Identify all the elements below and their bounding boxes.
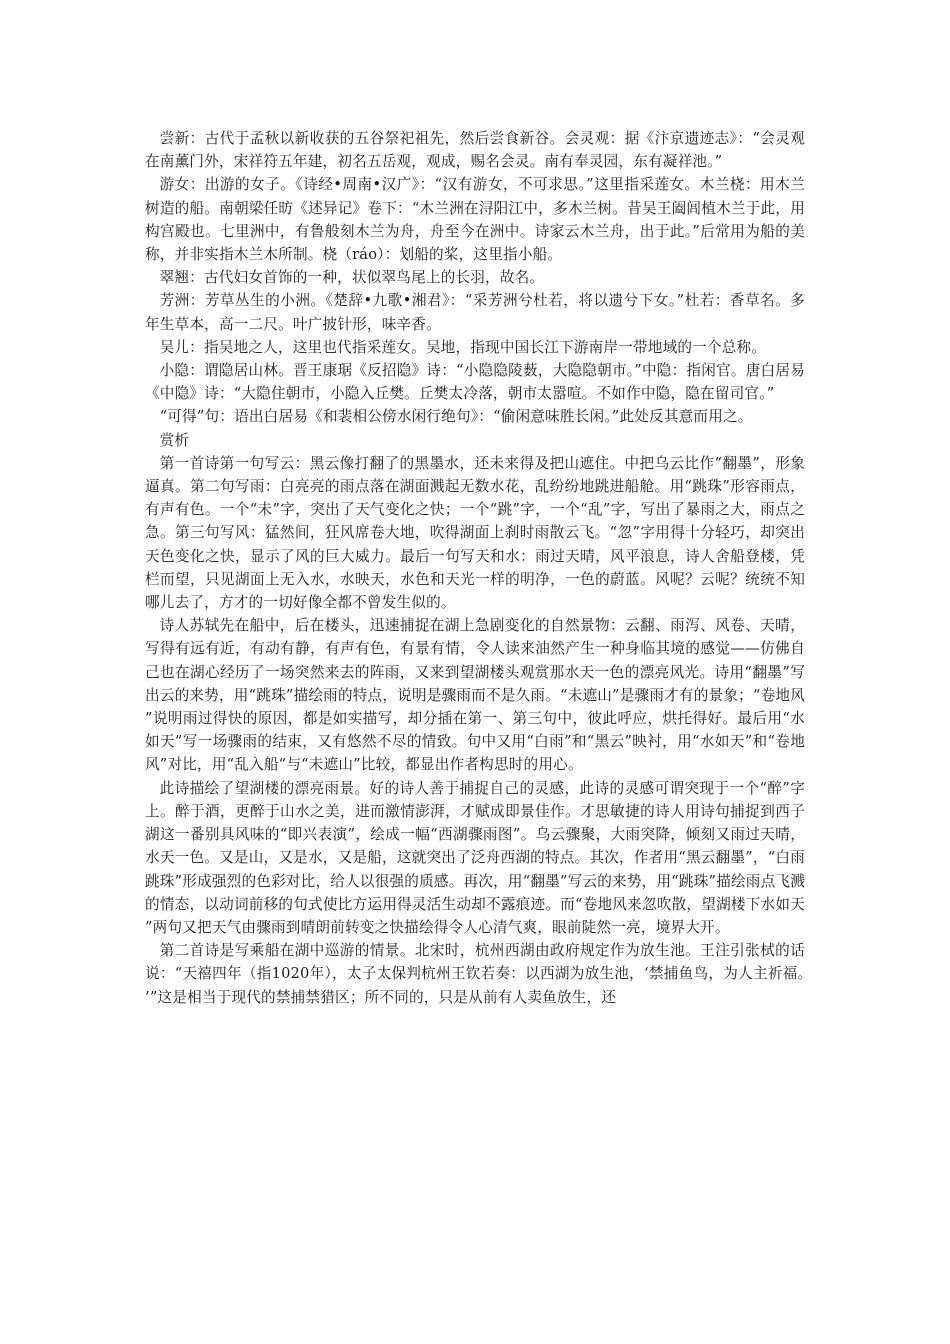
note-cuiqiao: 翠翘：古代妇女首饰的一种，状似翠鸟尾上的长羽，故名。 [159,269,545,287]
appreciation-paragraph-4: 第二首诗是写乘船在湖中巡游的情景。北宋时，杭州西湖由政府规定作为放生池。王注引张栻的话说：“天禧四年（指1020年），太子太保判杭州王钦若奏：以西湖为放生池，‘禁捕鱼鸟，为人主祈福。’”这是相当于现代的禁捕禁猎区；所不同的，只是从前有人卖鱼放生，还 [145,942,805,1006]
document-body [145,127,805,1009]
note-kede: “可得”句：语出白居易《和裴相公傍水闲行绝句》：“偷闲意味胜长闲。”此处反其意而用之。 [159,408,753,426]
appreciation-heading: 赏析 [159,431,190,449]
note-changxin: 尝新：古代于孟秋以新收获的五谷祭祀祖先，然后尝食新谷。会灵观：据《汴京遗迹志》：“会灵观在南薰门外，宋祥符五年建，初名五岳观，观成，赐名会灵。南有奉灵园，东有凝祥池。” [145,130,805,171]
note-younv: 游女：出游的女子。《诗经•周南•汉广》：“汉有游女，不可求思。”这里指采莲女。木兰桡：用木兰树造的船。南朝梁任昉《述异记》卷下：“木兰洲在浔阳江中，多木兰树。昔吴王阖闾植木兰于此，用构宫殿也。七里洲中，有鲁般刻木兰为舟，舟至今在洲中。诗家云木兰舟，出于此。”后常用为船的美称，并非实指木兰木所制。桡（ráo）：划船的桨，这里指小船。 [145,176,805,264]
appreciation-paragraph-3: 此诗描绘了望湖楼的漂亮雨景。好的诗人善于捕捉自己的灵感，此诗的灵感可谓突现于一个“醉”字上。醉于酒，更醉于山水之美，进而激情澎湃，才赋成即景佳作。才思敏捷的诗人用诗句捕捉到西子湖这一番别具风味的“即兴表演”，绘成一幅“西湖骤雨图”。乌云骤聚，大雨突降，倾刻又雨过天晴，水天一色。又是山，又是水，又是船，这就突出了泛舟西湖的特点。其次，作者用“黑云翻墨”，“白雨跳珠”形成强烈的色彩对比，给人以很强的质感。再次，用“翻墨”写云的来势，用“跳珠”描绘雨点飞溅的情态，以动词前移的句式使比方运用得灵活生动却不露痕迹。而“卷地风来忽吹散，望湖楼下水如天”两句又把天气由骤雨到晴朗前转变之快描绘得令人心清气爽，眼前陡然一亮，境界大开。 [145,779,805,936]
appreciation-paragraph-1: 第一首诗第一句写云：黑云像打翻了的黑墨水，还未来得及把山遮住。中把乌云比作“翻墨”，形象逼真。第二句写雨：白亮亮的雨点落在湖面溅起无数水花，乱纷纷地跳进船舱。用“跳珠”形容雨点，有声有色。一个“未”字，突出了天气变化之快；一个“跳”字，一个“乱”字，写出了暴雨之大，雨点之急。第三句写风：猛然间，狂风席卷大地，吹得湖面上刹时雨散云飞。“忽”字用得十分轻巧，却突出天色变化之快，显示了风的巨大威力。最后一句写天和水：雨过天晴，风平浪息，诗人舍船登楼，凭栏而望，只见湖面上无入水，水映天，水色和天光一样的明净，一色的蔚蓝。风呢？云呢？统统不知哪儿去了，方才的一切好像全都不曾发生似的。 [145,454,805,612]
note-wuer: 吴儿：指吴地之人，这里也代指采莲女。吴地，指现中国长江下游南岸一带地域的一个总称。 [159,338,767,356]
note-fangzhou: 芳洲：芳草丛生的小洲。《楚辞•九歌•湘君》：“采芳洲兮杜若，将以遗兮下女。”杜若：香草名。多年生草本，高一二尺。叶广披针形，味辛香。 [145,292,805,333]
appreciation-paragraph-2: 诗人苏轼先在船中，后在楼头，迅速捕捉在湖上急剧变化的自然景物：云翻、雨泻、风卷、天晴，写得有远有近，有动有静，有声有色，有景有情，令人读来油然产生一种身临其境的感觉——仿佛自己也在湖心经历了一场突然来去的阵雨，又来到望湖楼头观赏那水天一色的漂亮风光。诗用“翻墨”写出云的来势，用“跳珠”描绘雨的特点，说明是骤雨而不是久雨。“未遮山”是骤雨才有的景象；“卷地风”说明雨过得快的原因，都是如实描写，却分插在第一、第三句中，彼此呼应，烘托得好。最后用“水如天”写一场骤雨的结束，又有悠然不尽的情致。句中又用“白雨”和“黑云”映衬，用“水如天”和“卷地风”对比，用“乱入船“与“未遮山”比较，都显出作者构思时的用心。 [145,617,805,774]
note-xiaoyin: 小隐：谓隐居山林。晋王康琚《反招隐》诗：“小隐隐陵薮，大隐隐朝市。”中隐：指闲官。唐白居易《中隐》诗：“大隐住朝市，小隐入丘樊。丘樊太冷落，朝市太嚣喧。不如作中隐，隐在留司官。” [145,362,805,403]
